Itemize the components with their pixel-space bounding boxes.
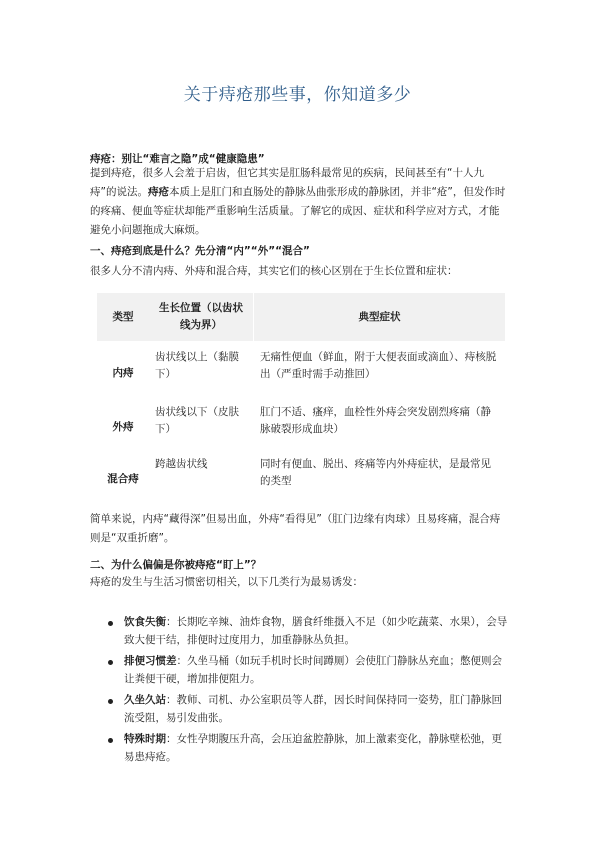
table-cell-type: 内痔	[112, 367, 134, 379]
table-cell-symptoms: 无痛性便血（鲜血，附于大便表面或滴血）、痔核脱出（严重时需手动推回）	[260, 351, 497, 380]
hemorrhoid-types-table	[97, 293, 505, 502]
table-cell-type: 外痔	[112, 420, 134, 433]
causes-list	[90, 614, 508, 770]
table-cell-location: 跨越齿状线	[149, 450, 254, 502]
list-item	[90, 731, 508, 766]
bullet-icon	[108, 738, 113, 743]
section2-lead: 痔疮的发生与生活习惯密切相关，以下几类行为最易诱发：	[90, 576, 363, 588]
intro-bold-term: 痔疮	[147, 186, 169, 198]
table-cell-location: 齿状线以下（皮肤下）	[149, 398, 254, 450]
table-header-symptoms: 典型症状	[254, 293, 506, 341]
page-title: 关于痔疮那些事，你知道多少	[183, 85, 412, 105]
table-header-location: 生长位置（以齿状线为界）	[149, 293, 254, 341]
table-row	[97, 450, 505, 502]
intro-heading: 痔疮：别让“难言之隐”成“健康隐患”	[90, 153, 265, 165]
bullet-icon	[108, 660, 113, 665]
table-cell-symptoms: 同时有便血、脱出、疼痛等内外痔症状，是最常见的类型	[260, 458, 491, 487]
table-cell-symptoms: 肛门不适、瘙痒，血栓性外痔会突发剧烈疼痛（静脉破裂形成血块）	[260, 406, 491, 435]
table-cell-type: 混合痔	[107, 472, 139, 485]
list-item-label: 久坐久站	[124, 694, 166, 706]
table-row	[97, 341, 505, 398]
table-cell-location: 齿状线以上（黏膜下）	[149, 341, 254, 398]
list-item-text: ：教师、司机、办公室职员等人群，因长时间保持同一姿势，肛门静脉回流受阻，易引发曲张。	[124, 694, 502, 724]
section1-heading: 一、痔疮到底是什么？先分清“内”“外”“混合”	[90, 245, 310, 257]
list-item-label: 排便习惯差	[124, 655, 177, 667]
bullet-icon	[108, 699, 113, 704]
list-item-text: ：长期吃辛辣、油炸食物，膳食纤维摄入不足（如少吃蔬菜、水果），会导致大便干结，排便时过度用力，加重静脉丛负担。	[124, 616, 508, 646]
intro-paragraph	[90, 164, 508, 240]
table-row	[97, 398, 505, 450]
table-header-row	[97, 293, 505, 341]
list-item	[90, 614, 508, 649]
list-item-label: 特殊时期	[124, 733, 166, 745]
bullet-icon	[108, 621, 113, 626]
section1-summary: 简单来说，内痔“藏得深”但易出血，外痔“看得见”（肛门边缘有肉球）且易疼痛，混合痔则是“双重折磨”。	[90, 513, 501, 544]
intro-text-a: 提到痔疮，很多人会羞于启齿，但它其实是肛肠科最常见的疾病，民间甚至有“十人九痔”的说法。	[90, 167, 484, 198]
list-item-label: 饮食失衡	[124, 616, 166, 628]
table-header-type: 类型	[97, 293, 149, 341]
section2-heading: 二、为什么偏偏是你被痔疮“盯上”？	[90, 559, 262, 571]
list-item	[90, 692, 508, 727]
list-item-text: ：久坐马桶（如玩手机时长时间蹲厕）会使肛门静脉丛充血；憋便则会让粪便干硬，增加排便阻力。	[124, 655, 502, 685]
intro-text-b: 本质上是肛门和直肠处的静脉丛曲张形成的静脉团，并非“疮”，但发作时的疼痛、便血等症状却能严重影响生活质量。了解它的成因、症状和科学应对方式，才能避免小问题拖成大麻烦。	[90, 186, 506, 236]
section1-lead: 很多人分不清内痔、外痔和混合痔，其实它们的核心区别在于生长位置和症状：	[90, 265, 458, 277]
list-item	[90, 653, 508, 688]
list-item-text: ：女性孕期腹压升高，会压迫盆腔静脉，加上激素变化，静脉壁松弛，更易患痔疮。	[124, 733, 502, 763]
